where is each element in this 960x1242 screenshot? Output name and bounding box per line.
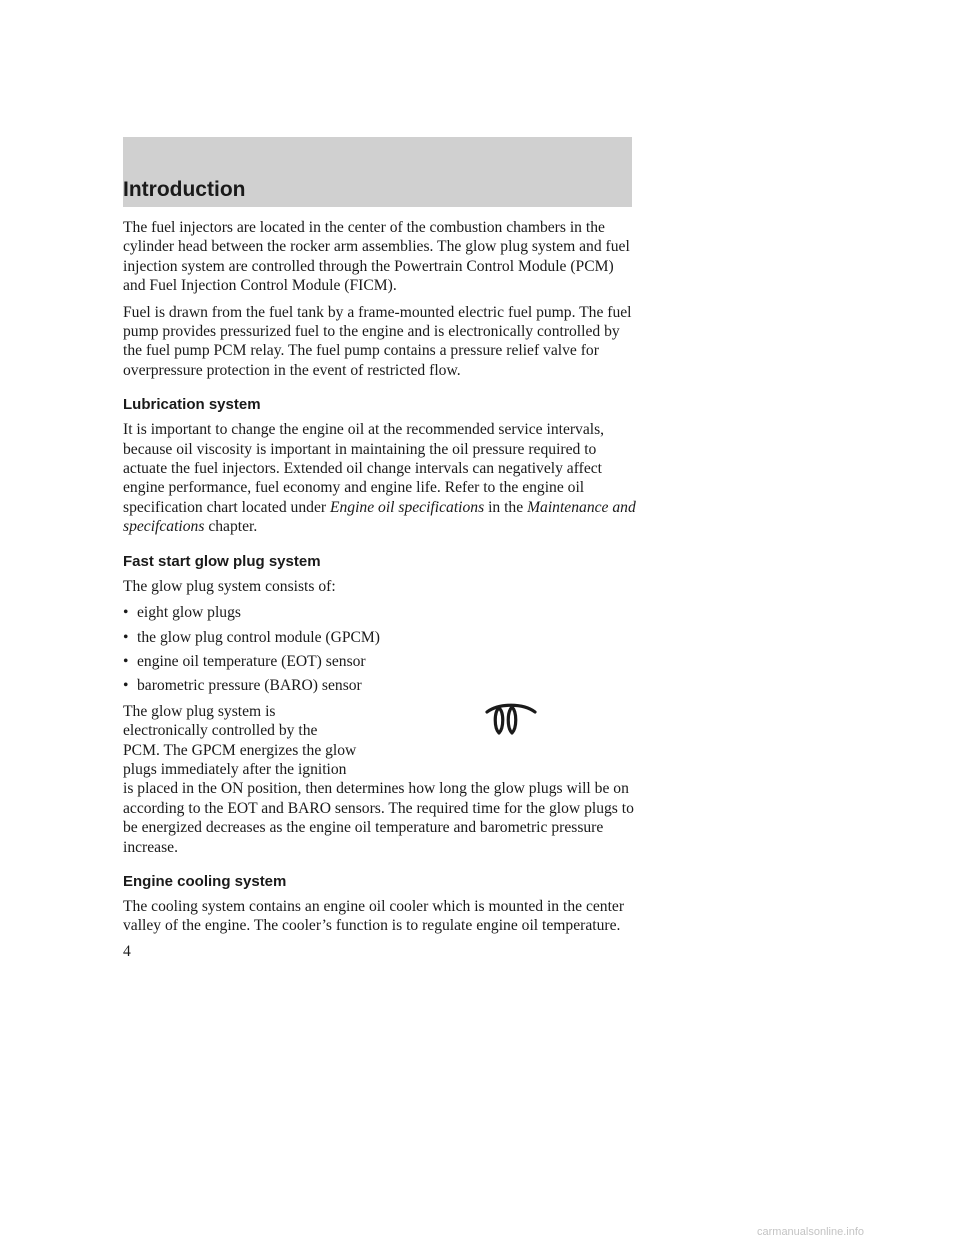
list-item: • engine oil temperature (EOT) sensor — [123, 652, 366, 670]
lubrication-text: It is important to change the engine oil at the recommended service intervals, because oil viscosity is important in maintaining the oil pressure required to actuate the fuel injectors. Extended oil change intervals can negatively affect engine performance, fuel economy and engine life. Refer to the engine oil specification chart located under — [123, 421, 605, 516]
paragraph-fuel-injectors: The fuel injectors are located in the center of the combustion chambers in the cylinder head between the rocker arm assemblies. The glow plug system and fuel injection system are controlled through the Powertrain Control Module (PCM) and Fuel Injection Control Module (FICM). — [123, 219, 630, 295]
bullet: • — [123, 604, 129, 622]
glow-plug-line: PCM. The GPCM energizes the glow — [123, 741, 357, 759]
glow-plug-intro: The glow plug system consists of: — [123, 577, 336, 595]
ref-maintenance-chapter: Maintenance and specifcations — [123, 498, 636, 536]
heading-glow-plug: Fast start glow plug system — [123, 552, 321, 570]
paragraph-fuel-pump: Fuel is drawn from the fuel tank by a frame-mounted electric fuel pump. The fuel pump provides pressurized fuel to the engine and is electronically controlled by the fuel pump PCM relay. The fuel pump contains a pressure relief valve for overpressure protection in the event of restricted flow. — [123, 303, 632, 379]
bullet: • — [123, 652, 129, 670]
glow-plug-indicator-icon — [485, 702, 537, 736]
page-content — [123, 218, 638, 943]
glow-plug-line: The glow plug system is — [123, 702, 276, 720]
glow-plug-text-rest: is placed in the ON position, then determines how long the glow plugs will be on according to the EOT and BARO sensors. The required time for the glow plugs to be energized decreases as the engine oil temperature and barometric pressure increase. — [123, 780, 634, 856]
glow-plug-list — [123, 603, 638, 696]
glow-plug-line: electronically controlled by the — [123, 722, 318, 740]
glow-plug-line: plugs immediately after the ignition — [123, 760, 347, 778]
bullet: • — [123, 628, 129, 646]
watermark: carmanualsonline.info — [757, 1226, 865, 1238]
list-item: • eight glow plugs — [123, 604, 241, 622]
page-number: 4 — [123, 943, 131, 960]
paragraph-lubrication — [123, 420, 638, 536]
list-item: • the glow plug control module (GPCM) — [123, 628, 380, 646]
glow-plug-description — [123, 702, 638, 857]
ref-engine-oil-specifications: Engine oil specifications — [329, 498, 485, 516]
heading-cooling: Engine cooling system — [123, 872, 287, 890]
lubrication-mid: in the — [488, 498, 524, 516]
page-title: Introduction — [123, 178, 246, 201]
paragraph-cooling: The cooling system contains an engine oil cooler which is mounted in the center valley of the engine. The cooler’s function is to regulate engine oil temperature. — [123, 897, 625, 935]
heading-lubrication: Lubrication system — [123, 396, 261, 414]
bullet: • — [123, 677, 129, 695]
list-item: • barometric pressure (BARO) sensor — [123, 677, 362, 695]
lubrication-end: chapter. — [208, 518, 258, 536]
